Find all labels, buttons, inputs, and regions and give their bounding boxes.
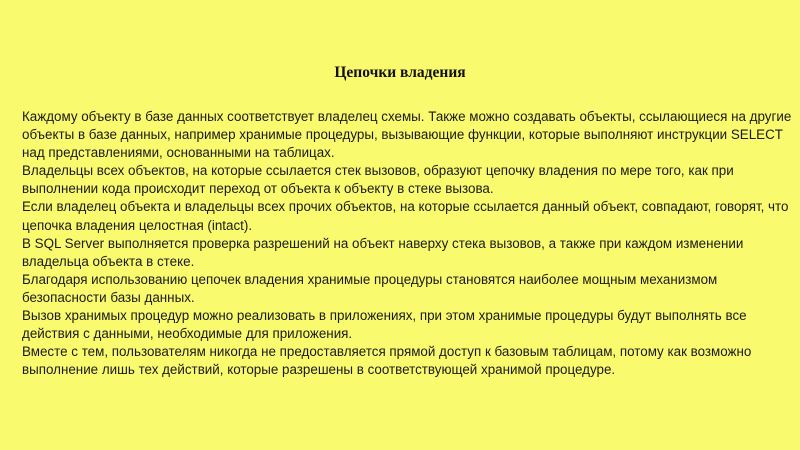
- paragraph-procedure-calls: Вызов хранимых процедур можно реализовать в приложениях, при этом хранимые процедуры будут выполнять все действия с данными, необходимые для приложения.: [22, 308, 747, 342]
- paragraph-call-stack-chain: Владельцы всех объектов, на которые ссылается стек вызовов, образуют цепочку владения по мере того, как при выполнении кода происходит переход от объекта к объекту в стеке вызова.: [22, 163, 734, 197]
- paragraph-permission-check: В SQL Server выполняется проверка разрешений на объект наверху стека вызовов, а также при каждом изменении владельца объекта в стеке.: [22, 235, 744, 269]
- paragraph-security-mechanism: Благодаря использованию цепочек владения хранимые процедуры становятся наиболее мощным механизмом безопасности базы данных.: [22, 271, 718, 305]
- paragraph-intact-chain: Если владелец объекта и владельцы всех прочих объектов, на которые ссылается данный объект, совпадают, говорят, что цепочка владения целостная (intact).: [22, 199, 789, 233]
- slide-title: Цепочки владения: [334, 64, 466, 81]
- paragraph-objects-owners: Каждому объекту в базе данных соответствует владелец схемы. Также можно создавать объекты, ссылающиеся на другие объекты в базе данных, например хранимые процедуры, вызывающие функции, которые выполняют инструкции SELECT над представлениями, основанными на таблицах.: [22, 109, 792, 161]
- paragraph-no-direct-access: Вместе с тем, пользователям никогда не предоставляется прямой доступ к базовым таблицам, потому как возможно выполнение лишь тех действий, которые разрешены в соответствующей хранимой процедуре.: [22, 344, 752, 378]
- slide-body: [22, 108, 792, 379]
